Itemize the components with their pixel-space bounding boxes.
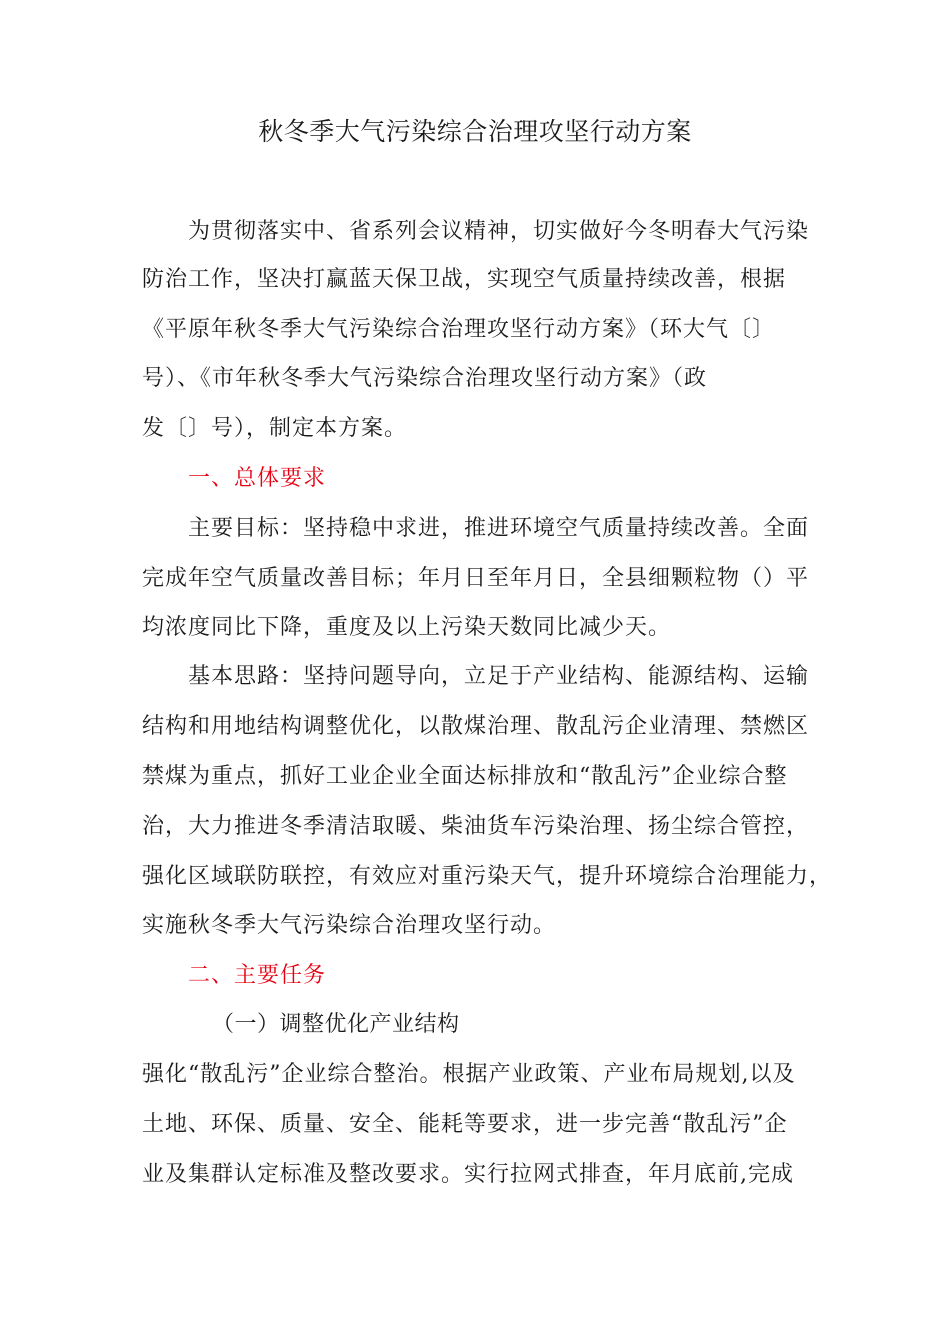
goal-line-3: 均浓度同比下降，重度及以上污染天数同比减少天。 bbox=[142, 615, 672, 640]
approach-line-4: 治，大力推进冬季清洁取暖、柴油货车污染治理、扬尘综合管控， bbox=[142, 814, 810, 839]
task-line-1: 强化“散乱污”企业综合整治。根据产业政策、产业布局规划,以及 bbox=[142, 1062, 796, 1087]
intro-line-5: 发〔〕号），制定本方案。 bbox=[142, 416, 408, 441]
section-heading-tasks: 二、主要任务 bbox=[188, 963, 327, 988]
section-heading-general: 一、总体要求 bbox=[188, 466, 327, 491]
approach-line-6: 实施秋冬季大气污染综合治理攻坚行动。 bbox=[142, 913, 557, 938]
intro-line-1: 为贯彻落实中、省系列会议精神，切实做好今冬明春大气污染 bbox=[188, 219, 810, 244]
task-line-2: 土地、环保、质量、安全、能耗等要求，进一步完善“散乱污”企 bbox=[142, 1112, 788, 1137]
intro-line-4: 号）、《市年秋冬季大气污染综合治理攻坚行动方案》（政 bbox=[142, 366, 708, 391]
task-line-3: 业及集群认定标准及整改要求。实行拉网式排查，年月底前,完成 bbox=[142, 1162, 794, 1187]
approach-line-3: 禁煤为重点，抓好工业企业全面达标排放和“散乱污”企业综合整 bbox=[142, 764, 788, 789]
intro-line-2: 防治工作，坚决打赢蓝天保卫战，实现空气质量持续改善，根据 bbox=[142, 267, 787, 292]
document-title: 秋冬季大气污染综合治理攻坚行动方案 bbox=[258, 117, 692, 146]
approach-line-1: 基本思路：坚持问题导向，立足于产业结构、能源结构、运输 bbox=[188, 664, 810, 689]
goal-line-2: 完成年空气质量改善目标；年月日至年月日，全县细颗粒物（）平 bbox=[142, 566, 810, 591]
intro-line-3: 《平原年秋冬季大气污染综合治理攻坚行动方案》（环大气〔〕 bbox=[142, 317, 776, 342]
goal-line-1: 主要目标：坚持稳中求进，推进环境空气质量持续改善。全面 bbox=[188, 516, 810, 541]
approach-line-5: 强化区域联防联控，有效应对重污染天气，提升环境综合治理能力， bbox=[142, 864, 833, 889]
subheading-industry-structure: （一）调整优化产业结构 bbox=[212, 1012, 460, 1037]
approach-line-2: 结构和用地结构调整优化，以散煤治理、散乱污企业清理、禁燃区 bbox=[142, 714, 810, 739]
